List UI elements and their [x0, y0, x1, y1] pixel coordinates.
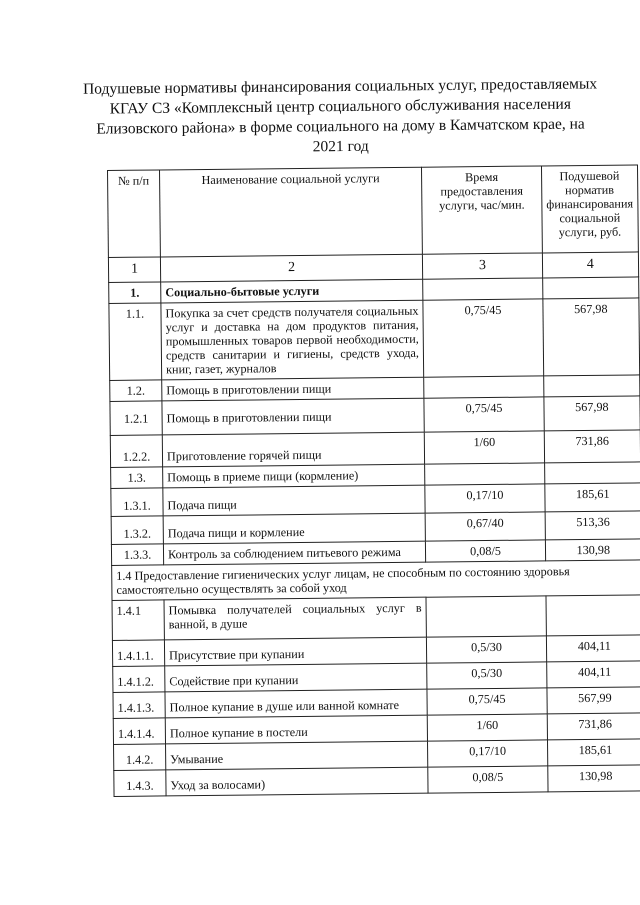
row-num: 1.4.1 [112, 600, 164, 641]
row-norm [546, 595, 640, 636]
row-time: 0,75/45 [427, 688, 547, 715]
table-header-row [108, 165, 639, 258]
row-name: Приготовление горячей пищи [162, 432, 424, 467]
header-time: Время предоставления услуги, час/мин. [421, 166, 542, 254]
row-num: 1.3.1. [111, 488, 163, 517]
row-name: Подача пищи [163, 485, 425, 516]
row-name: Помощь в приготовлении пищи [162, 398, 424, 435]
row-norm [544, 375, 640, 397]
row-name: Покупка за счет средств получателя социальных услуг и доставка на дом продуктов питания, промышленных товаров первой необходимости, средств санитарии и гигиены, средств ухода, книг, газет, журналов [161, 300, 424, 380]
row-num: 1.4.1.4. [113, 718, 165, 745]
row-name: Контроль за соблюдением питьевого режима [163, 541, 425, 565]
row-num: 1.2.1 [110, 401, 162, 436]
row-name: Помывка получателей социальных услуг в ванной, в душе [164, 597, 426, 640]
row-name: Полное купание в душе или ванной комнате [165, 689, 427, 718]
row-norm: 567,98 [543, 298, 639, 376]
row-norm: 404,11 [547, 661, 640, 688]
row-name: Умывание [166, 741, 428, 770]
row-num: 1.3. [111, 467, 163, 489]
row-name: Уход за волосами) [166, 767, 428, 796]
column-number: 4 [542, 252, 638, 278]
row-time [423, 278, 543, 300]
row-time [424, 376, 544, 398]
row-time [425, 463, 545, 485]
title-line: 2021 год [312, 137, 369, 156]
column-number: 1 [108, 257, 160, 283]
row-num: 1.4.1.2. [113, 666, 165, 693]
row-time: 0,17/10 [427, 740, 547, 767]
row-name: Присутствие при купании [164, 637, 426, 666]
row-name: Содействие при купании [165, 663, 427, 692]
table-row [114, 765, 640, 797]
table-row [112, 560, 640, 601]
row-norm: 567,98 [544, 396, 640, 431]
title-line: КГАУ СЗ «Комплексный центр социального обслуживания населения [109, 95, 571, 118]
header-num: № п/п [108, 170, 161, 258]
row-num: 1.4.2. [114, 744, 166, 771]
header-norm: Подушевой норматив финансирования социальной услуги, руб. [541, 165, 638, 253]
table-row [109, 298, 639, 381]
row-num: 1. [109, 282, 161, 304]
row-name: Помощь в приготовлении пищи [162, 377, 424, 401]
services-table [107, 164, 640, 797]
section-heading: 1.4 Предоставление гигиенических услуг лицам, не способным по состоянию здоровья самостоятельно осуществлять за собой уход [112, 560, 640, 601]
row-num: 1.2.2. [110, 435, 162, 468]
row-num: 1.1. [109, 303, 162, 381]
row-norm: 130,98 [545, 539, 640, 561]
row-norm: 130,98 [548, 765, 640, 792]
row-num: 1.4.3. [114, 770, 166, 797]
table-row [110, 396, 640, 436]
row-norm: 185,61 [545, 483, 640, 512]
row-norm [543, 277, 639, 299]
row-time: 0,17/10 [425, 484, 545, 513]
row-norm: 731,86 [544, 430, 640, 463]
row-time: 0,08/5 [428, 766, 548, 793]
row-name: Помощь в приеме пищи (кормление) [163, 464, 425, 488]
row-num: 1.3.3. [111, 544, 163, 566]
title-line: Подушевые нормативы финансирования социальных услуг, предоставляемых [82, 75, 598, 98]
row-time: 0,67/40 [425, 512, 545, 541]
row-time: 1/60 [427, 714, 547, 741]
row-num: 1.3.2. [111, 516, 163, 545]
title-line: Елизовского района» в форме социального на дому в Камчатском крае, на [96, 115, 585, 138]
row-time: 1/60 [424, 431, 544, 464]
row-time [426, 596, 546, 637]
row-norm: 404,11 [546, 635, 640, 662]
column-number: 3 [422, 253, 542, 279]
row-time: 0,5/30 [427, 662, 547, 689]
document-title [60, 74, 621, 160]
column-number: 2 [160, 254, 422, 282]
row-norm: 185,61 [547, 739, 640, 766]
row-name: Полное купание в постели [165, 715, 427, 744]
row-norm: 513,36 [545, 511, 640, 540]
row-time: 0,08/5 [425, 540, 545, 562]
table-row [112, 595, 640, 641]
row-num: 1.4.1.1. [112, 640, 164, 667]
header-name: Наименование социальной услуги [160, 167, 423, 257]
row-time: 0,75/45 [424, 397, 544, 432]
row-name: Социально-бытовые услуги [161, 279, 423, 303]
row-time: 0,5/30 [426, 636, 546, 663]
row-time: 0,75/45 [423, 299, 544, 377]
row-norm: 567,99 [547, 687, 640, 714]
row-num: 1.4.1.3. [113, 692, 165, 719]
row-norm: 731,86 [547, 713, 640, 740]
row-norm [545, 462, 640, 484]
row-num: 1.2. [110, 380, 162, 402]
row-name: Подача пищи и кормление [163, 513, 425, 544]
